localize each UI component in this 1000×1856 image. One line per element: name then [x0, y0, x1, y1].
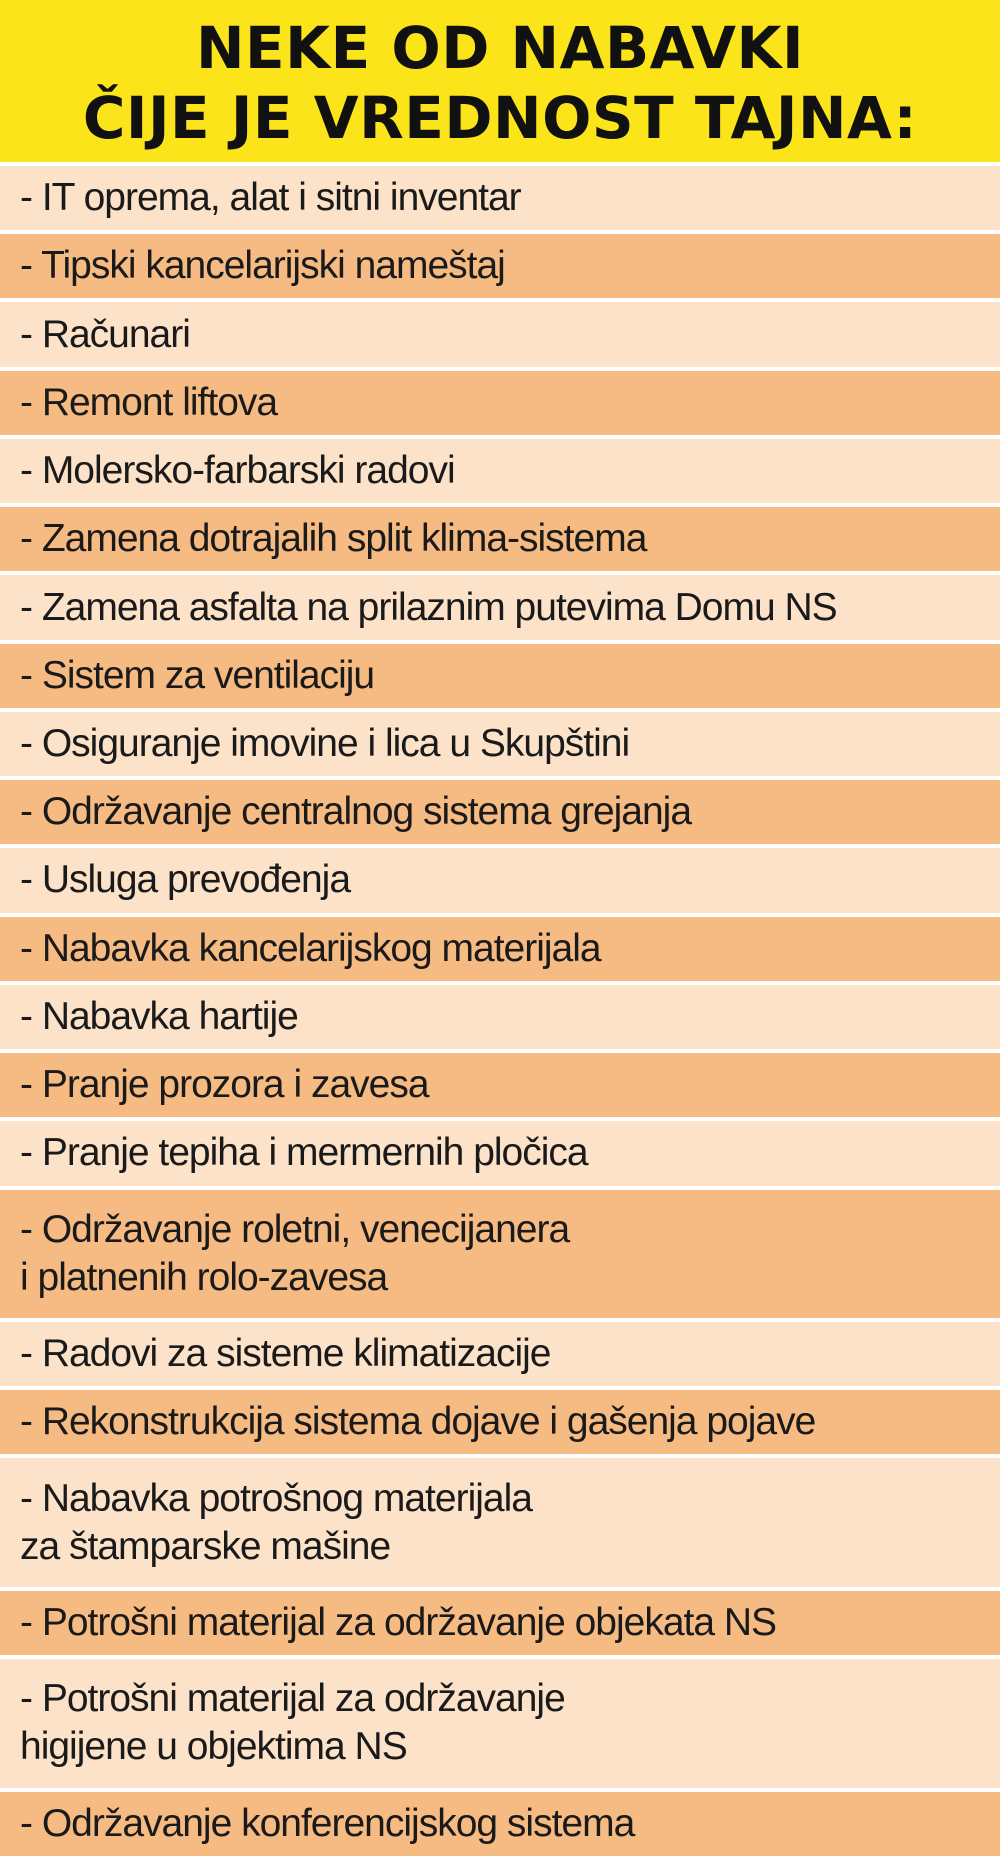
list-item-text: - Nabavka potrošnog materijala za štamparske mašine	[20, 1476, 532, 1568]
list-item	[0, 1659, 1000, 1787]
list-item-text: - Potrošni materijal za održavanje objekata NS	[20, 1601, 777, 1645]
list-item-text: - Održavanje centralnog sistema grejanja	[20, 790, 692, 834]
list-item-text: - Sistem za ventilaciju	[20, 653, 375, 697]
list-item	[0, 1458, 1000, 1586]
list-item	[0, 371, 1000, 435]
list-item-text: - Molersko-farbarski radovi	[20, 449, 455, 493]
list-item-text: - Računari	[20, 312, 190, 356]
list-item	[0, 1121, 1000, 1185]
list-item-text: - Remont liftova	[20, 380, 278, 424]
list-item-text: - Tipski kancelarijski nameštaj	[20, 244, 505, 288]
list-item	[0, 1792, 1000, 1856]
list-item	[0, 166, 1000, 230]
list-item	[0, 985, 1000, 1049]
list-item-text: - Održavanje roletni, venecijanera i platnenih rolo-zavesa	[20, 1207, 570, 1299]
list-item-text: - Usluga prevođenja	[20, 858, 351, 902]
list-item-text: - Potrošni materijal za održavanje higijene u objektima NS	[20, 1677, 565, 1769]
list-item	[0, 302, 1000, 366]
list-item-text: - Rekonstrukcija sistema dojave i gašenja pojave	[20, 1400, 816, 1444]
list-item-text: - Zamena asfalta na prilaznim putevima Domu NS	[20, 585, 837, 629]
list-item	[0, 917, 1000, 981]
list-item-text: - Nabavka hartije	[20, 994, 298, 1038]
list-item	[0, 644, 1000, 708]
list-item	[0, 712, 1000, 776]
list-item	[0, 507, 1000, 571]
header-title-line-2: ČIJE JE VREDNOST TAJNA:	[82, 84, 918, 152]
list-item-text: - Održavanje konferencijskog sistema	[20, 1801, 635, 1845]
list-item	[0, 234, 1000, 298]
list-item	[0, 1390, 1000, 1454]
list-item	[0, 1322, 1000, 1386]
list-item-text: - Nabavka kancelarijskog materijala	[20, 926, 601, 970]
list-item-text: - Radovi za sisteme klimatizacije	[20, 1332, 551, 1376]
list-item	[0, 848, 1000, 912]
list-item	[0, 1591, 1000, 1655]
list-item	[0, 439, 1000, 503]
list-item-text: - Pranje tepiha i mermernih pločica	[20, 1131, 588, 1175]
list-item	[0, 1053, 1000, 1117]
header-title-line-1: NEKE OD NABAVKI	[195, 14, 805, 82]
procurement-list	[0, 166, 1000, 1856]
list-item-text: - IT oprema, alat i sitni inventar	[20, 176, 521, 220]
list-item-text: - Osiguranje imovine i lica u Skupštini	[20, 721, 630, 765]
header-banner	[0, 0, 1000, 162]
list-item	[0, 1190, 1000, 1318]
list-item	[0, 575, 1000, 639]
list-item-text: - Zamena dotrajalih split klima-sistema	[20, 517, 647, 561]
list-item-text: - Pranje prozora i zavesa	[20, 1063, 429, 1107]
list-item	[0, 780, 1000, 844]
